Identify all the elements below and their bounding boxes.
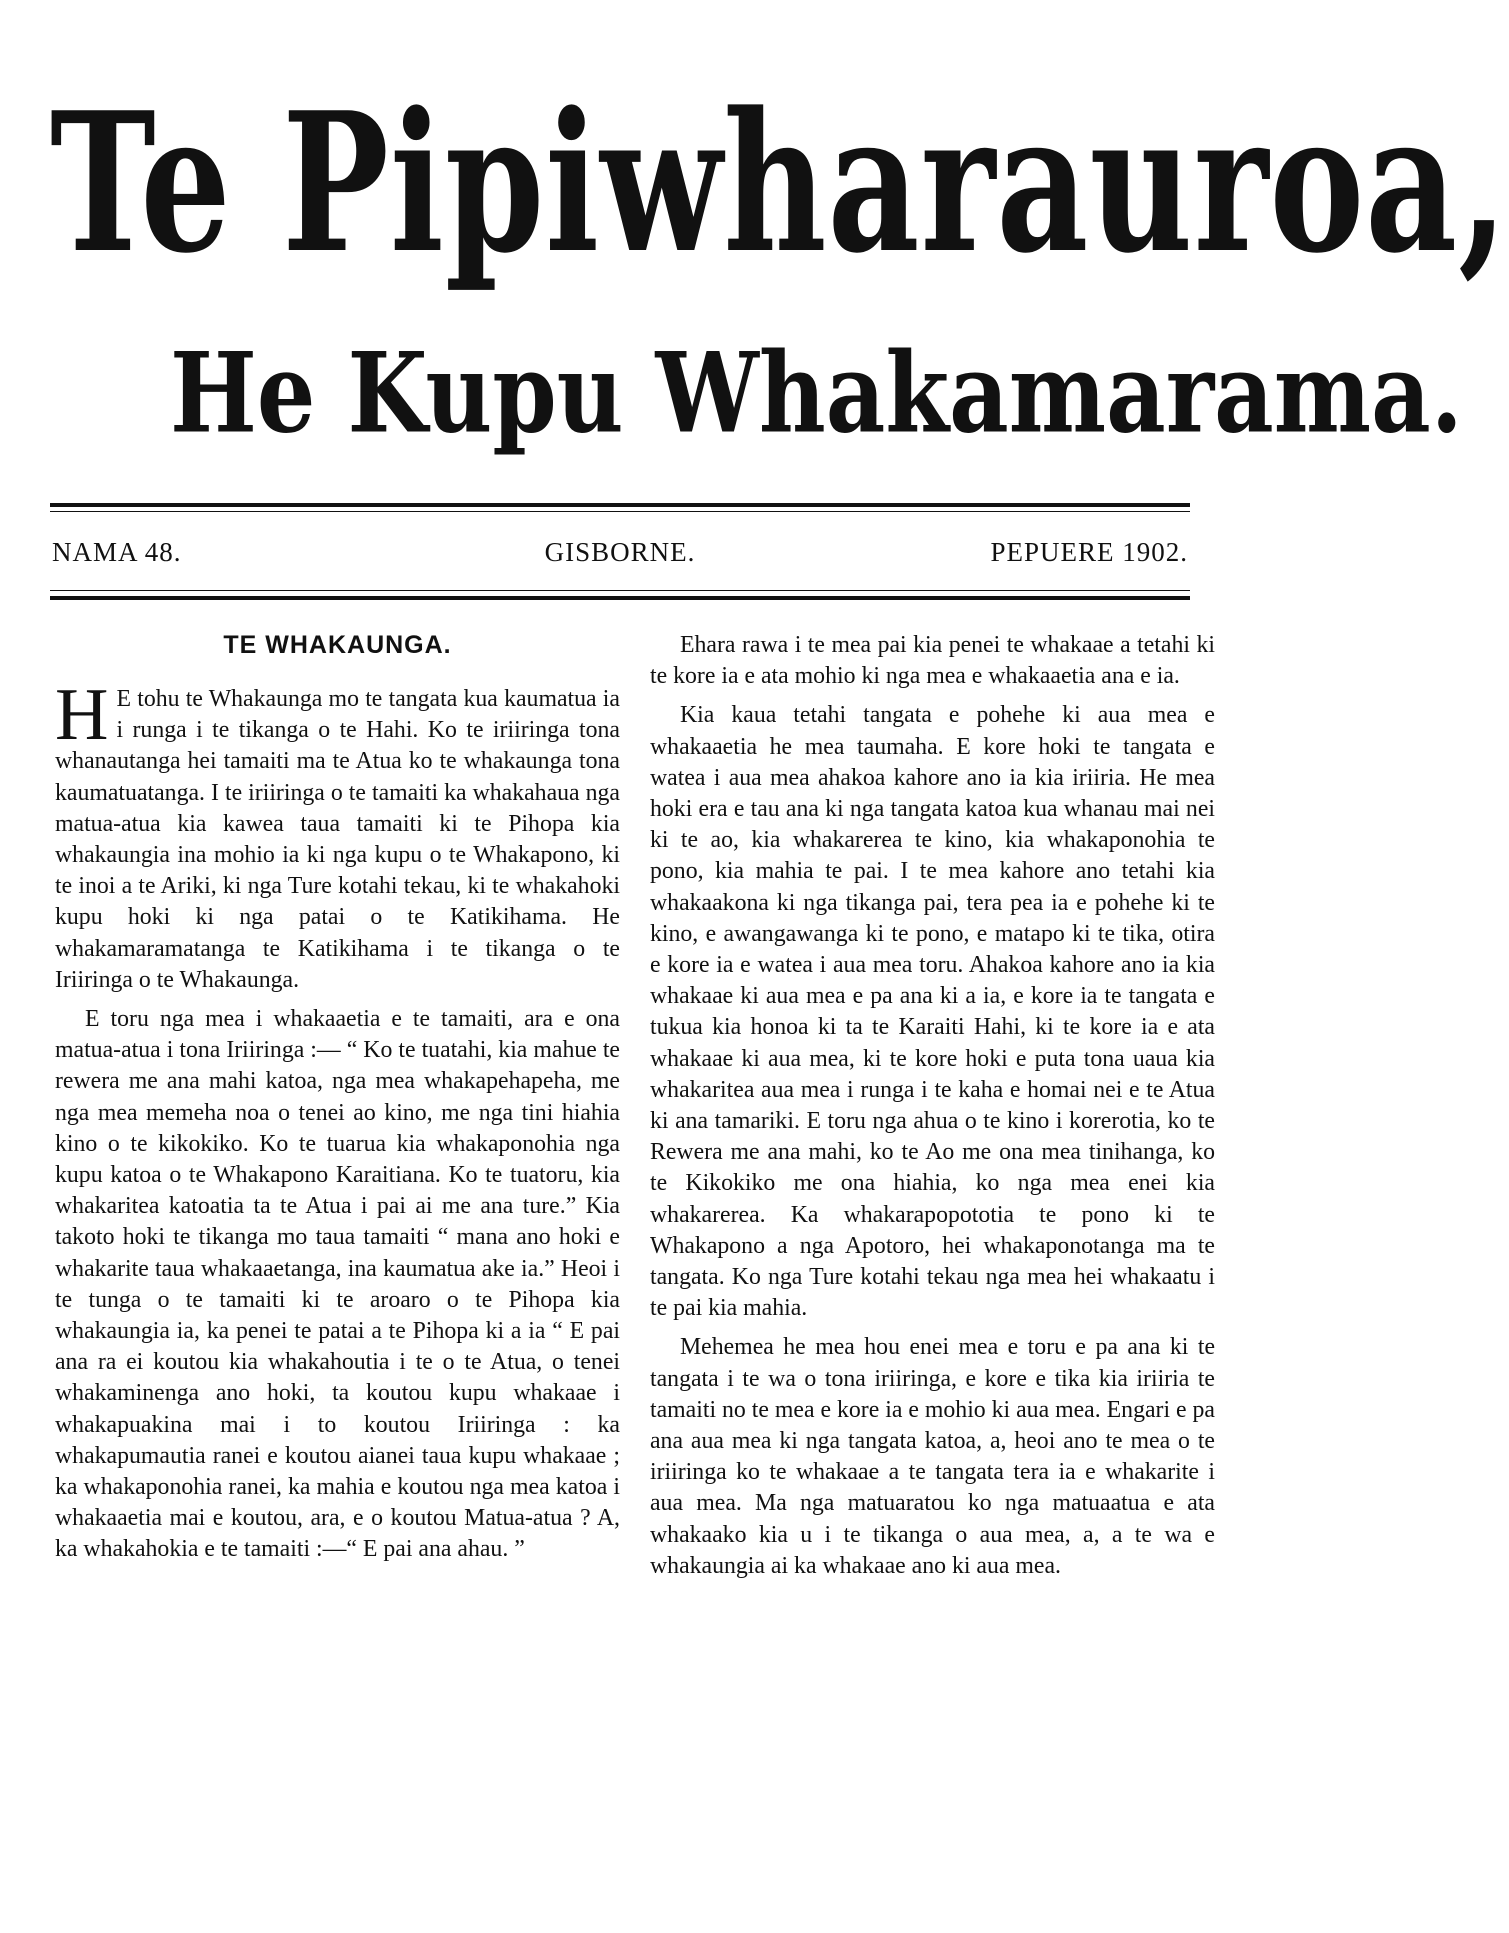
article-paragraph: Kia kaua tetahi tangata e pohehe ki aua mea e whakaaetia he mea taumaha. E kore hoki te tangata e watea i aua mea ahakoa kahore ano ia kia iriiria. He mea hoki era e tau ana ki nga tangata katoa kua whanau mai nei ki te ao, kia whakarerea te kino, kia whakaponohia te pono, kia mahia te pai. I te mea kahore ano tetahi kia whakaakona ki nga tikanga pai, tera pea ia e pohehe ki te kino, e awangawanga ki te pono, e matapo ki te tika, otira e kore ia e watea i aua mea toru. Ahakoa kahore ano ia kia whakaae ki aua mea e pa ana ki a ia, e kore ia te tangata e tukua kia honoa ki ta te Karaiti Hahi, ki te kore ia e ata whakaae ki aua mea, ki te kore hoki e puta tona uaua kia whakaritea aua mea i runga i te kaha e homai nei e te Atua ki ana tamariki. E toru nga ahua o te kino i korerotia, ko te Rewera me ana mahi, ko te Ao me ona mea tinihanga, ko te Kikokiko me ona hiahia, ko nga mea enei kia whakarerea. Ka whakarapopototia te pono ki te Whakapono a nga Apotoro, hei whakaponotanga ma te tangata. Ko nga Ture kotahi tekau nga mea hei whakaatu i te pai kia mahia. <box>650 702 1215 1322</box>
left-column <box>55 630 620 1574</box>
paragraph-text: E tohu te Whakaunga mo te tangata kua kaumatua ia i runga i te tikanga o te Hahi. Ko te iriiringa tona whanautanga hei tamaiti ma te Atua ko te whakaunga tona kaumatuatanga. I te iriiringa o te tamaiti ka whakahaua nga matua-atua kia kawea taua tamaiti ki te Pihopa kia whakaungia ina mohio ia ki nga kupu o te Whakapono, ki te inoi a te Ariki, ki nga Ture kotahi tekau, ki te whakahoki kupu hoki ki nga patai o te Katikihama. He whakamaramatanga te Katikihama i te tikanga o te Iriiringa o te Whakaunga. <box>55 686 620 993</box>
place-name: GISBORNE. <box>544 537 696 567</box>
masthead-subtitle: He Kupu Whakamarama. <box>170 328 1463 458</box>
article-paragraph <box>55 674 620 996</box>
issue-date: PEPUERE 1902. <box>990 537 1188 567</box>
issue-number: NAMA 48. <box>52 537 182 567</box>
dateline-rule-thin <box>50 590 1190 591</box>
article-paragraph: Mehemea he mea hou enei mea e toru e pa ana ki te tangata i te wa o tona iriiringa, e kore e tika kia iriiria te tamaiti no te mea e kore ia e mohio ki aua mea. Engari e pa ana aua mea ki nga tangata katoa, a, heoi ano te mea o te iriiringa ko te whakaae a te tangata tera ia e whakarite i aua mea. Ma nga matuaratou ko nga matuaatua e ata whakaako kia u i te tikanga o aua mea, a, a te wa e whakaungia ai ka whakaae ano ki aua mea. <box>650 1334 1215 1579</box>
masthead-rule-thick <box>50 503 1190 507</box>
article-heading: TE WHAKAUNGA. <box>223 631 452 659</box>
drop-cap: H <box>55 674 109 756</box>
article-paragraph: Ehara rawa i te mea pai kia penei te whakaae a tetahi ki te kore ia e ata mohio ki nga mea e whakaaetia ana e ia. <box>650 632 1215 690</box>
dateline <box>50 537 1190 573</box>
right-column <box>650 630 1215 1590</box>
dateline-rule-thick <box>50 596 1190 600</box>
article-paragraph: E toru nga mea i whakaaetia e te tamaiti, ara e ona matua-atua i tona Iriiringa :— “ Ko te tuatahi, kia mahue te rewera me ana mahi katoa, nga mea whakapehapeha, me nga mea memeha noa o tenei ao kino, me nga tini hiahia kino o te kikokiko. Ko te tuarua kia whakaponohia nga kupu katoa o te Whakapono Karaitiana. Ko te tuatoru, kia whakaritea katoatia ta te Atua i pai ai me ana ture.” Kia takoto hoki te tikanga mo taua tamaiti “ mana ano hoki e whakarite taua whakaaetanga, ina kaumatua ake ia.” Heoi i te tunga o te tamaiti ki te aroaro o te Pihopa kia whakaungia ia, ka penei te patai a te Pihopa ki a ia “ E pai ana ra ei koutou kia whakahoutia i te o te Atua, o tenei whakaminenga ano hoki, ta koutou kupu whakaae i whakapuakina mai i to koutou Iriiringa : ka whakapumautia ranei e koutou aianei taua kupu whakaae ; ka whakaponohia ranei, ka mahia e koutou nga mea katoa i whakaaetia mai e koutou, ara, e o koutou Matua-atua ? A, ka whakahokia e te tamaiti :—“ E pai ana ahau. ” <box>55 1006 620 1563</box>
masthead-title: Te Pipiwharauroa, <box>50 71 1509 296</box>
masthead-rule-thin <box>50 511 1190 512</box>
